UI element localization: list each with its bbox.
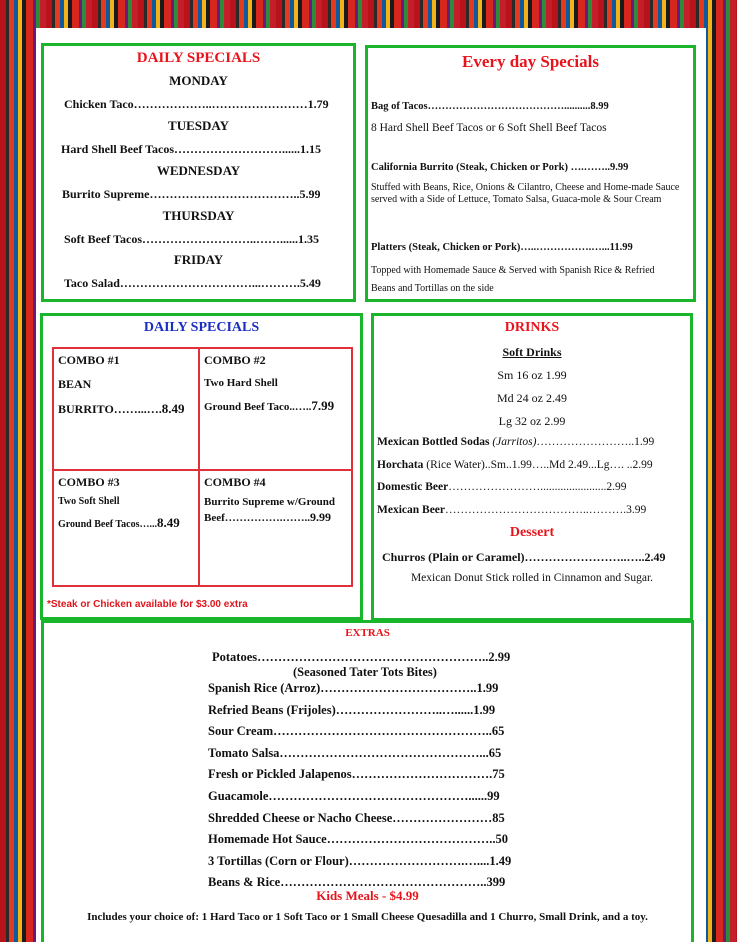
combo-line1: BEAN — [58, 377, 92, 391]
extras-list — [208, 650, 511, 894]
combo-line1: Two Hard Shell — [204, 377, 278, 389]
extras-item: Homemade Hot Sauce…………………………………..50 — [208, 832, 508, 847]
drink-item: Domestic Beer…………………….......................2.99 — [377, 481, 627, 493]
combo-line2: Beef…………….…….. — [204, 512, 311, 524]
day-label: TUESDAY — [168, 118, 229, 133]
kids-meals-desc: Includes your choice of: 1 Hard Taco or 1 Soft Taco or 1 Small Cheese Quesadilla and 1 Churro, Small Drink, and a toy. — [87, 911, 648, 923]
combo-price: 8.49 — [161, 401, 185, 416]
combo-label: COMBO #1 — [58, 353, 120, 367]
drink-size: Md 24 oz 2.49 — [497, 391, 567, 405]
everyday-specials-box — [365, 45, 696, 302]
drink-item: Mexican Bottled Sodas (Jarritos)……………………..1.99 — [377, 436, 655, 448]
day-label: WEDNESDAY — [156, 163, 241, 178]
combo-card-4 — [198, 469, 353, 587]
drinks-title: DRINKS — [504, 320, 560, 335]
combo-line2: Ground Beef Taco..….. — [204, 401, 312, 413]
drink-item: Horchata (Rice Water)..Sm..1.99…..Md 2.49...Lg…. ..2.99 — [377, 459, 653, 471]
everyday-item-desc: Stuffed with Beans, Rice, Onions & Cilantro, Cheese and Home-made Sauce served with a Side of Lettuce, Tomato Salsa, Guaca-mole & Sour Cream — [371, 182, 680, 205]
everyday-item-name: Platters (Steak, Chicken or Pork)…..…………….…...11.99 — [371, 242, 633, 253]
everyday-item-desc: Topped with Homemade Sauce & Served with Spanish Rice & Refried Beans and Tortillas on the side — [371, 265, 655, 294]
combo-line1: Two Soft Shell — [58, 496, 120, 507]
extras-item: Spanish Rice (Arroz)………………………………..1.99 — [208, 681, 499, 695]
dessert-item: Churros (Plain or Caramel)……………………..…..2.49 — [382, 550, 666, 564]
combo-line2: Ground Beef Tacos…... — [58, 519, 157, 530]
special-item: Soft Beef Tacos………………………..……......1.35 — [64, 232, 319, 246]
combos-title: DAILY SPECIALS — [143, 320, 260, 335]
combos-note: *Steak or Chicken available for $3.00 extra — [47, 599, 248, 610]
kids-meals-title: Kids Meals - $4.99 — [316, 888, 419, 903]
combo-label: COMBO #4 — [204, 475, 266, 489]
combo-price: 9.99 — [310, 510, 332, 524]
extras-item: 3 Tortillas (Corn or Flour)……………………….…....1.49 — [208, 853, 512, 868]
combo-price: 7.99 — [311, 398, 335, 413]
drink-size: Sm 16 oz 1.99 — [497, 368, 567, 382]
extras-item: Shredded Cheese or Nacho Cheese……………………85 — [208, 810, 505, 825]
drink-size: Lg 32 oz 2.99 — [498, 414, 566, 428]
soft-drinks-title: Soft Drinks — [502, 345, 562, 359]
extras-item: Beans & Rice…………………………………………..399 — [208, 875, 506, 890]
combo-line2: BURRITO……...…. — [58, 402, 162, 416]
combos-box — [40, 313, 363, 620]
combo-card-1 — [52, 347, 200, 471]
daily-specials-title: DAILY SPECIALS — [136, 50, 261, 66]
special-item: Burrito Supreme………………………………..5.99 — [62, 187, 321, 201]
everyday-item-desc: 8 Hard Shell Beef Tacos or 6 Soft Shell Beef Tacos — [371, 122, 607, 134]
dessert-title: Dessert — [509, 525, 555, 540]
day-label: THURSDAY — [162, 208, 235, 223]
combo-card-3 — [52, 469, 200, 587]
day-label: FRIDAY — [173, 252, 224, 267]
combo-label: COMBO #3 — [58, 475, 120, 489]
extras-item-note: (Seasoned Tater Tots Bites) — [293, 665, 437, 679]
combo-card-2 — [198, 347, 353, 471]
special-item: Hard Shell Beef Tacos………………………......1.15 — [61, 142, 322, 156]
everyday-specials-title: Every day Specials — [462, 52, 599, 71]
menu-sheet — [36, 28, 706, 942]
drink-item: Mexican Beer………………………………..……….3.99 — [377, 504, 647, 516]
extras-item: Potatoes………………………………………………..2.99 — [212, 650, 511, 664]
drinks-box — [371, 313, 693, 621]
combo-label: COMBO #2 — [204, 353, 266, 367]
everyday-item-name: California Burrito (Steak, Chicken or Pork) ….……..9.99 — [371, 162, 629, 173]
special-item: Taco Salad……………………………...……….5.49 — [64, 276, 321, 290]
extras-item: Guacamole…………………………………………......99 — [208, 788, 500, 803]
extras-box — [41, 620, 694, 942]
special-item: Chicken Taco………………..……………………1.79 — [64, 97, 329, 111]
extras-title: EXTRAS — [345, 627, 390, 639]
extras-item: Tomato Salsa…………………………………………...65 — [208, 745, 502, 760]
extras-item: Sour Cream……………………………………………..65 — [208, 724, 505, 739]
everyday-item-name: Bag of Tacos…………………………………..........8.99 — [371, 101, 609, 112]
combo-line1: Burrito Supreme w/Ground — [204, 496, 335, 508]
extras-item: Refried Beans (Frijoles)……………………..…......1.99 — [208, 702, 496, 717]
daily-specials-box — [41, 43, 356, 302]
dessert-desc: Mexican Donut Stick rolled in Cinnamon and Sugar. — [410, 572, 654, 584]
extras-item: Fresh or Pickled Jalapenos…………………………….75 — [208, 767, 505, 782]
day-label: MONDAY — [169, 73, 228, 88]
combo-price: 8.49 — [157, 515, 180, 530]
